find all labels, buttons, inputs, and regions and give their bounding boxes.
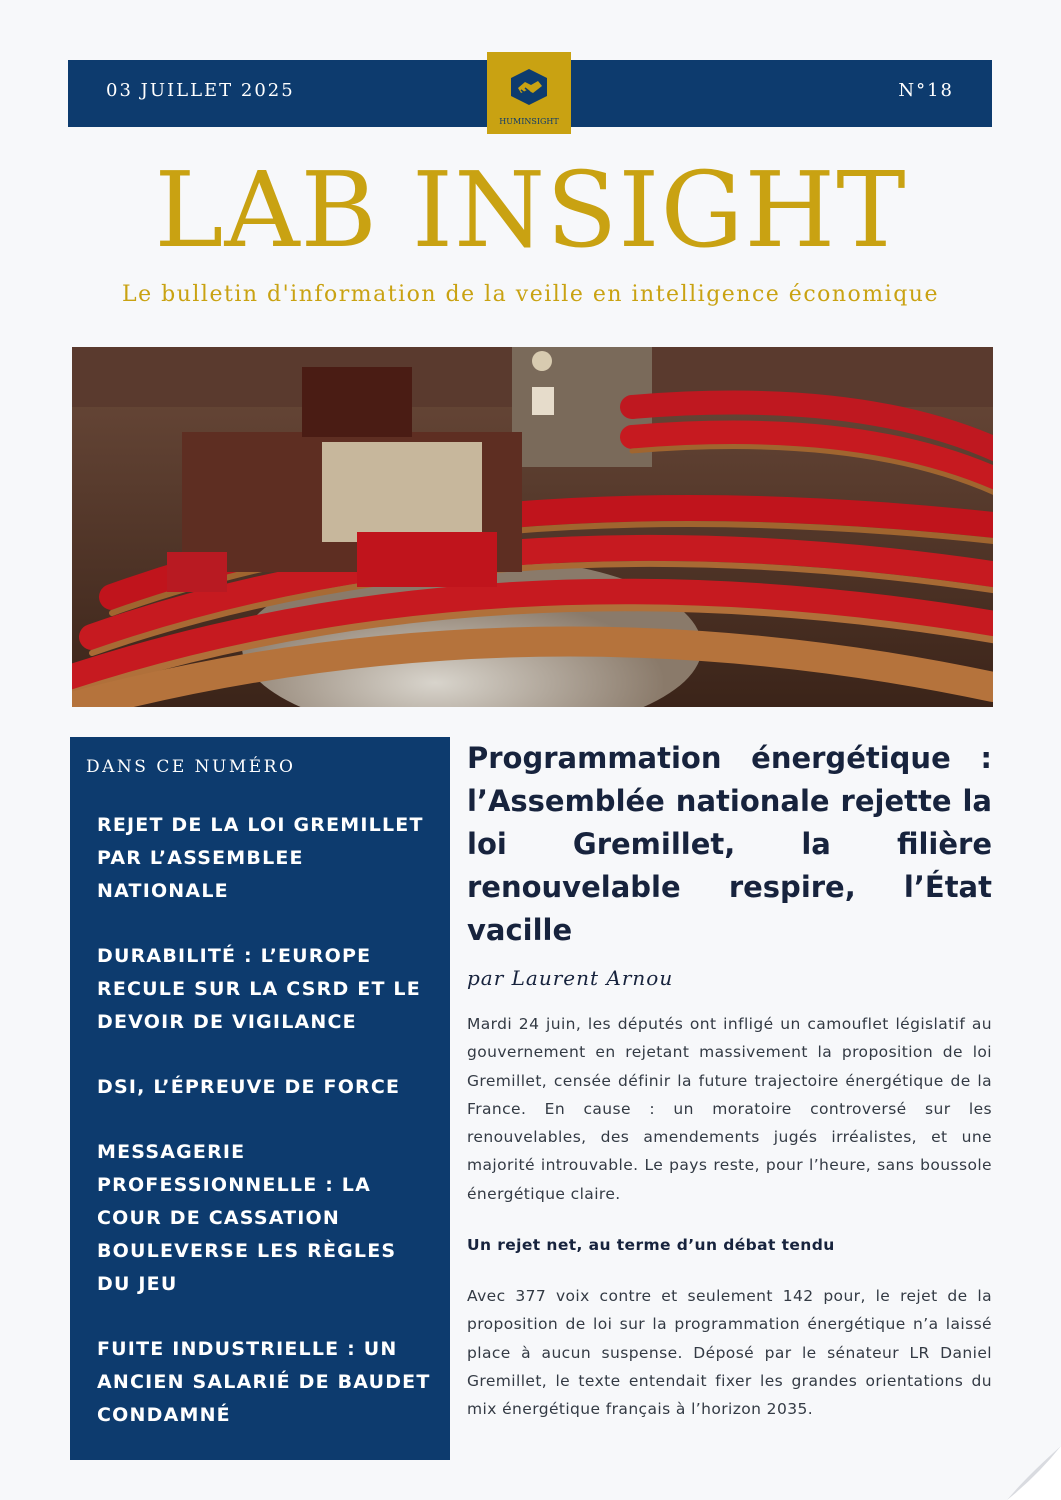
article-subheading: Un rejet net, au terme d’un débat tendu xyxy=(467,1236,835,1255)
article-byline: par Laurent Arnou xyxy=(467,966,674,990)
assembly-illustration xyxy=(72,347,993,707)
toc-heading: DANS CE NUMÉRO xyxy=(86,757,296,777)
toc-item[interactable]: DSI, L’ÉPREUVE DE FORCE xyxy=(97,1076,401,1098)
toc-item[interactable]: MESSAGERIE PROFESSIONNELLE : LA COUR DE CASSATION BOULEVERSE LES RÈGLES DU JEU xyxy=(97,1141,397,1295)
brand-logo xyxy=(487,52,571,134)
issue-date: 03 JUILLET 2025 xyxy=(106,80,295,101)
main-article xyxy=(467,737,992,1424)
article-paragraph: Avec 377 voix contre et seulement 142 pour, le rejet de la proposition de loi sur la programmation énergétique n’a laissé place à aucun suspense. Déposé par le sénateur LR Daniel Gremillet, le texte entendait fixer les grandes orientations du mix énergétique français à l’horizon 2035. xyxy=(467,1287,992,1419)
handshake-icon xyxy=(509,68,549,106)
masthead-tagline: Le bulletin d'information de la veille en intelligence économique xyxy=(122,282,939,307)
toc-item[interactable]: REJET DE LA LOI GREMILLET PAR L’ASSEMBLEE NATIONALE xyxy=(97,814,424,902)
toc-item[interactable]: FUITE INDUSTRIELLE : UN ANCIEN SALARIÉ DE BAUDET CONDAMNÉ xyxy=(97,1338,431,1426)
issue-number: N°18 xyxy=(898,80,954,101)
article-title: Programmation énergétique : l’Assemblée nationale rejette la loi Gremillet, la filière renouvelable respire, l’État vacille xyxy=(467,741,992,947)
toc-item[interactable]: DURABILITÉ : L’EUROPE RECULE SUR LA CSRD ET LE DEVOIR DE VIGILANCE xyxy=(97,945,421,1033)
masthead-title: LAB INSIGHT xyxy=(154,149,907,271)
page-curl-decoration xyxy=(997,1436,1061,1500)
hero-photo-assembly xyxy=(72,347,993,707)
toc-list xyxy=(97,809,432,1464)
logo-wordmark: HUMINSIGHT xyxy=(499,117,559,126)
table-of-contents xyxy=(70,737,450,1460)
article-lead-paragraph: Mardi 24 juin, les députés ont infligé un camouflet législatif au gouvernement en rejetant massivement la proposition de loi Gremillet, censée définir la future trajectoire énergétique de la France. En cause : un moratoire controversé sur les renouvelables, des amendements jugés irréalistes, et une majorité introuvable. Le pays reste, pour l’heure, sans boussole énergétique claire. xyxy=(467,1015,992,1203)
